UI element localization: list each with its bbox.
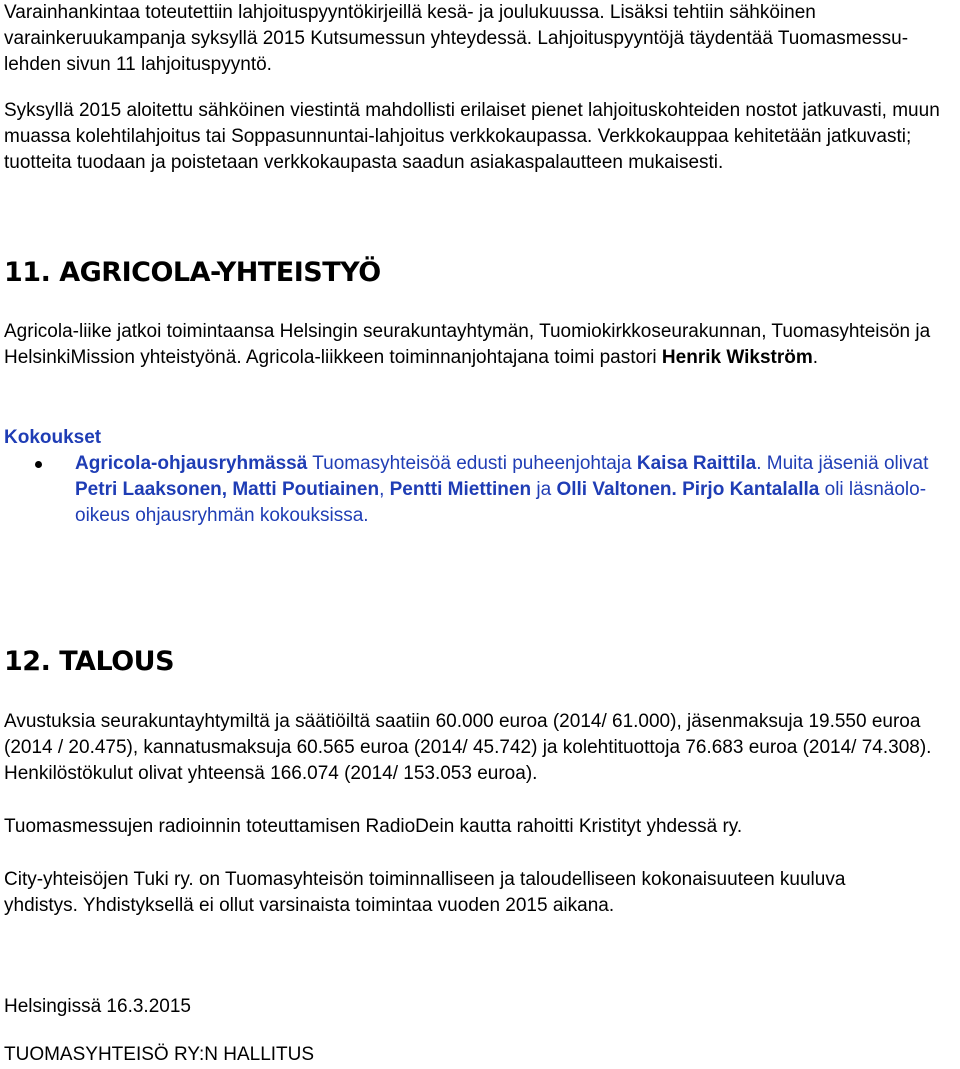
- place-date: Helsingissä 16.3.2015: [4, 996, 191, 1017]
- bullet-text-part: . Muita jäseniä olivat: [756, 453, 929, 474]
- intro-paragraph-digital: Syksyllä 2015 aloitettu sähköinen viestintä mahdollisti erilaiset pienet lahjoituskohteiden nostot jatkuvasti, muun muassa kolehtilahjoitus tai Soppasunnuntai-lahjoitus verkkokaupassa. Verkkokauppaa kehitetään jatkuvasti; tuotteita tuodaan ja poistetaan verkkokaupasta saadun asiakaspalautteen mukaisesti.: [4, 100, 940, 173]
- section-11-body-end: .: [812, 347, 819, 368]
- section-11-body-text: Agricola-liike jatkoi toimintaansa Helsingin seurakuntayhtymän, Tuomiokirkkoseurakunnan, Tuomasyhteisön ja HelsinkiMission yhteistyönä. Agricola-liikkeen toiminnanjohtajana toimi pastori: [4, 321, 931, 368]
- member-names: Petri Laaksonen, Matti Poutiainen: [75, 479, 380, 500]
- chair-name: Kaisa Raittila: [636, 453, 757, 474]
- section-12-heading: 12. TALOUS: [4, 646, 175, 677]
- bullet-separator: ,: [379, 479, 390, 500]
- city-support-paragraph: City-yhteisöjen Tuki ry. on Tuomasyhteisön toiminnalliseen ja taloudelliseen kokonaisuuteen kuuluva yhdistys. Yhdistyksellä ei ollut varsinaista toimintaa vuoden 2015 aikana.: [4, 869, 846, 916]
- bullet-separator: ja: [531, 479, 557, 500]
- finance-paragraph: Avustuksia seurakuntayhtymiltä ja säätiöiltä saatiin 60.000 euroa (2014/ 61.000), jäsenmaksuja 19.550 euroa (2014 / 20.475), kannatusmaksuja 60.565 euroa (2014/ 45.742) ja kolehtituottoja 76.683 euroa (2014/ 74.308). Henkilöstökulut olivat yhteensä 166.074 (2014/ 153.053 euroa).: [4, 711, 932, 784]
- bullet-text-part: Tuomasyhteisöä edusti puheenjohtaja: [307, 453, 637, 474]
- section-11-body: [4, 319, 956, 371]
- attendee-name: Pirjo Kantalalla: [682, 479, 820, 500]
- meetings-subheading: Kokoukset: [4, 427, 102, 448]
- steering-group-name: Agricola-ohjausryhmässä: [75, 453, 308, 474]
- signatory: TUOMASYHTEISÖ RY:N HALLITUS: [4, 1044, 315, 1065]
- section-11-heading: 11. AGRICOLA-YHTEISTYÖ: [4, 257, 381, 288]
- meetings-list-item: [4, 451, 956, 529]
- radio-funding-paragraph: Tuomasmessujen radioinnin toteuttamisen RadioDein kautta rahoitti Kristityt yhdessä ry.: [4, 816, 743, 837]
- member-name: Olli Valtonen.: [556, 479, 677, 500]
- member-name: Pentti Miettinen: [389, 479, 532, 500]
- bullet-text: [75, 453, 928, 526]
- bullet-text-part: oli läsnäolo-oikeus ohjausryhmän kokouksissa.: [75, 479, 927, 526]
- director-name: Henrik Wikström: [661, 347, 813, 368]
- bullet-dot-icon: [35, 461, 42, 468]
- intro-paragraph-fundraising: Varainhankintaa toteutettiin lahjoituspyyntökirjeillä kesä- ja joulukuussa. Lisäksi tehtiin sähköinen varainkeruukampanja syksyllä 2015 Kutsumessun yhteydessä. Lahjoituspyyntöjä täydentää Tuomasmessu-lehden sivun 11 lahjoituspyyntö.: [4, 2, 909, 75]
